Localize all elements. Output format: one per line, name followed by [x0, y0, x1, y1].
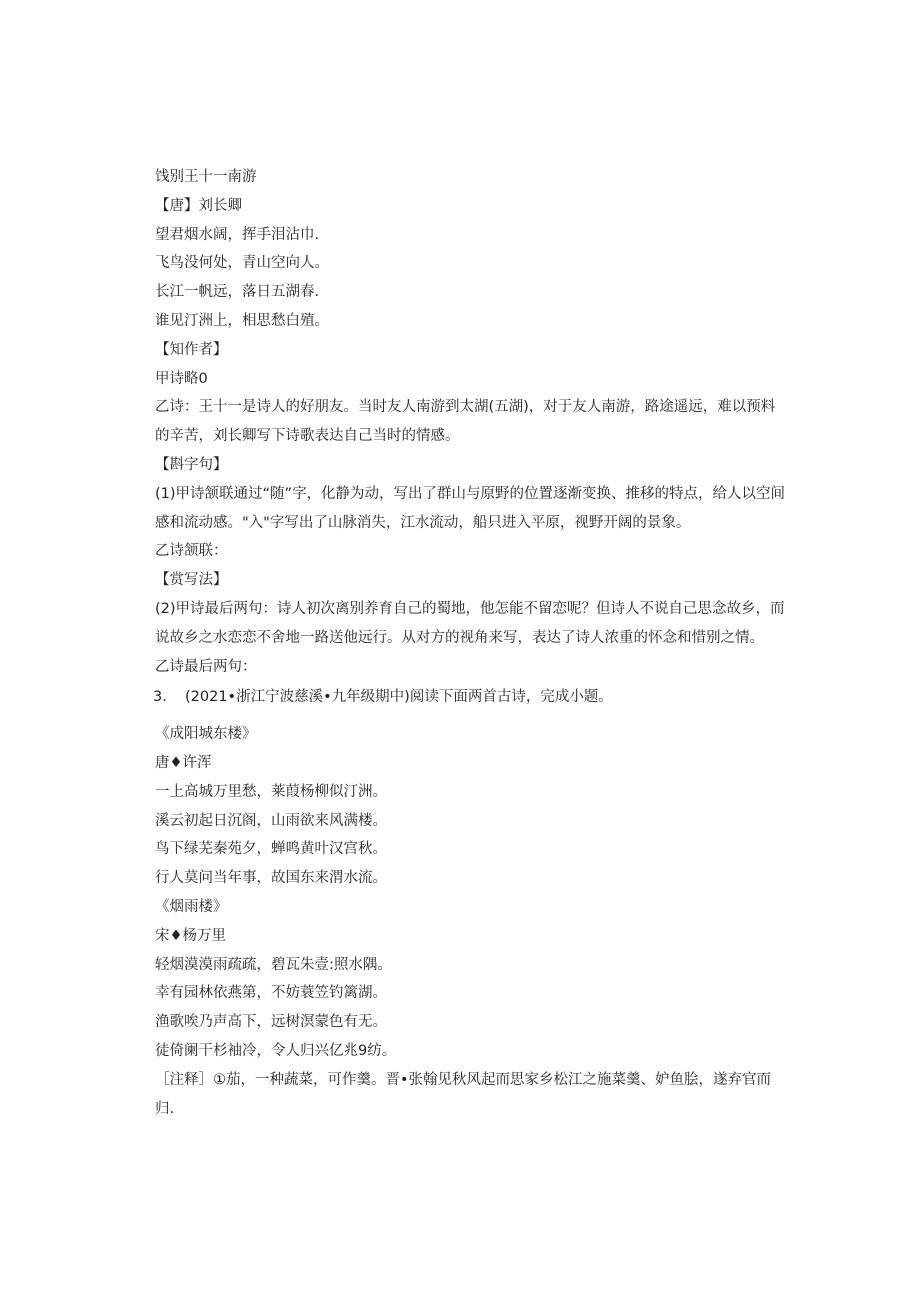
poem1-line-4: 谁见汀洲上，相思愁白殖。: [155, 312, 329, 329]
poem1-line-1: 望君烟水阔，挥手泪沾巾.: [155, 226, 320, 243]
poem3-line-1: 轻烟漠漠雨疏疏，碧瓦朱壹:照水隅。: [155, 956, 392, 973]
section-author-yi-line2: 的辛苦，刘长卿写下诗歌表达自己当时的情感。: [155, 428, 460, 445]
section-author-jia: 甲诗略0: [155, 370, 208, 387]
poem1-line-2: 飞鸟没何处，青山空向人。: [155, 255, 329, 272]
question-3-text: (2021•浙江宁波慈溪•九年级期中)阅读下面两首古诗，完成小题。: [185, 689, 613, 706]
section-author-yi-line1: 乙诗：王十一是诗人的好朋友。当时友人南游到太湖(五湖)，对于友人南游，路途遥远，难以预料: [155, 399, 776, 416]
poem2-line-1: 一上高城万里愁，莱葭杨柳似汀洲。: [155, 783, 387, 800]
document-content: [155, 163, 845, 1123]
note-line-2: 归.: [155, 1100, 175, 1117]
poem3-line-3: 渔歌唉乃声高下，远树溟蒙色有无。: [155, 1014, 387, 1031]
poem3-title: 《烟雨楼》: [155, 898, 228, 915]
poem2-line-2: 溪云初起日沉阁，山雨欲来风满楼。: [155, 812, 387, 829]
poem2-title: 《成阳城东楼》: [155, 726, 257, 743]
poem2-author: 唐♦许浑: [155, 754, 212, 771]
note-line-1: ［注释］①茄，一种蔬菜，可作羹。晋•张翰见秋风起而思家乡松江之施菜羹、妒鱼脍，遂弃官而: [155, 1071, 772, 1088]
section-words-heading: 【斟字句】: [155, 456, 228, 473]
question-3: [155, 683, 845, 712]
poem2-line-3: 鸟下绿芜秦苑夕，蝉鸣黄叶汉宫秋。: [155, 841, 387, 858]
poem1-author: 【唐】刘长卿: [155, 197, 242, 214]
poem3-line-2: 幸有园林依燕第，不妨蓑笠钓篱湖。: [155, 985, 387, 1002]
section-author-heading: 【知作者】: [155, 341, 228, 358]
section-method-heading: 【赏写法】: [155, 572, 228, 589]
poem1-line-3: 长江一帆远，落日五湖春.: [155, 284, 320, 301]
poem1-title: 饯别王十一南游: [155, 169, 257, 185]
section-words-q1-line2: 感和流动感。"入"字写出了山脉消失，江水流动，船只进入平原，视野开阔的景象。: [155, 514, 691, 531]
poem3-line-4: 徒倚阑干杉袖冷，令人归兴亿兆9纺。: [155, 1042, 397, 1059]
section-method-q2-line2: 说故乡之水恋恋不舍地一路送他远行。从对方的视角来写，表达了诗人浓重的怀念和惜别之情。: [155, 629, 764, 646]
section-words-q1-line1: (1)甲诗颔联通过“随”字，化静为动，写出了群山与原野的位置逐渐变换、推移的特点，给人以空间: [155, 485, 786, 502]
question-3-number: 3.: [153, 689, 167, 706]
poem2-line-4: 行人莫问当年事，故国东来渭水流。: [155, 870, 387, 887]
poem3-author: 宋♦杨万里: [155, 927, 226, 944]
section-method-yi: 乙诗最后两句：: [155, 658, 257, 675]
section-words-yi: 乙诗颔联：: [155, 543, 228, 560]
section-method-q2-line1: (2)甲诗最后两句：诗人初次离别养育自己的蜀地，他怎能不留恋呢？但诗人不说自己思念故乡，而: [155, 600, 785, 617]
